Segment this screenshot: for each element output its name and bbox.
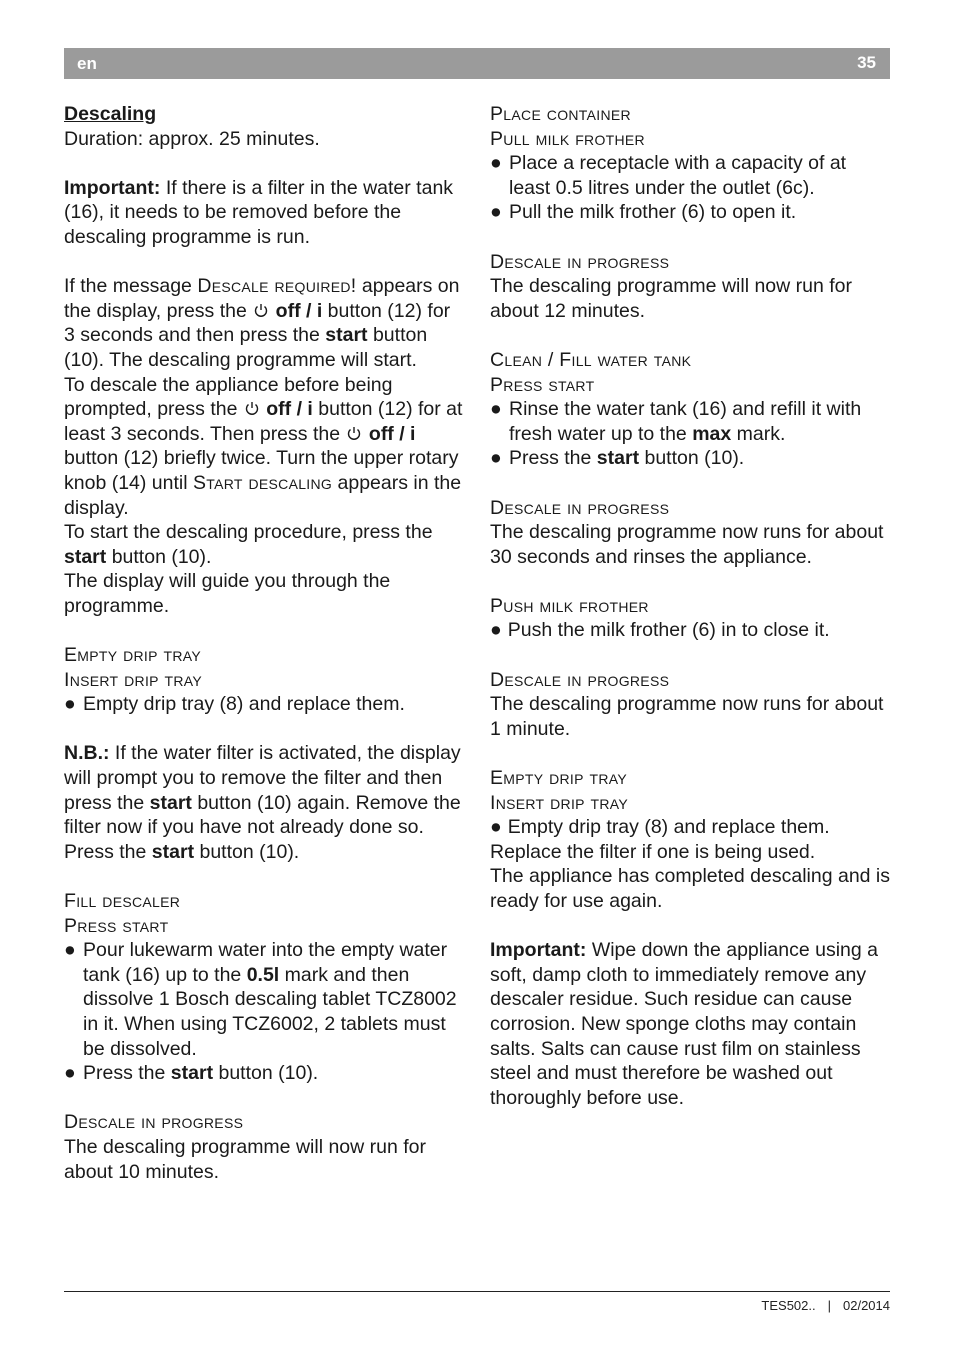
completed-text: The appliance has completed descaling and is ready for use again. [490,865,891,912]
display-message: Descale in progress [490,496,670,519]
list-item: ● Rinse the water tank (16) and refill it with fresh water up to the max mark. [490,398,862,445]
display-message: Pull milk frother [490,127,645,150]
power-symbol-icon [346,425,362,442]
list-item: ● Pull the milk frother (6) to open it. [490,201,797,224]
power-symbol-icon [244,400,260,417]
publication-date: 02/2014 [843,1298,890,1313]
display-message: Empty drip tray [64,644,201,667]
display-message: Clean / Fill water tank [490,348,692,371]
display-message: Descale required! [197,275,357,298]
duration-text: Duration: approx. 25 minutes. [64,127,320,150]
page-header-bar [64,48,890,79]
display-message: Descale in progress [64,1111,244,1134]
progress-text: The descaling programme now runs for about 30 seconds and rinses the appliance. [490,521,884,568]
progress-text: The descaling programme will now run for about 12 minutes. [490,275,852,322]
power-symbol-icon [253,302,269,319]
display-message: Descale in progress [490,250,670,273]
off-i-button-label: off / i [275,299,323,322]
list-item: ● Press the start button (10). [490,447,745,470]
start-procedure-paragraph: To start the descaling procedure, press the start button (10). [64,521,433,568]
display-message: Start descaling [193,471,333,494]
right-column [490,102,890,1110]
instruction-list [490,397,890,471]
prompted-descale-paragraph: To descale the appliance before being prompted, press the off / i button (12) for at least 3 seconds. Then press the off / i button (12) briefly twice. Turn the upper rotary knob (14) until Start descaling appears in the display. [64,373,463,519]
progress-text: The descaling programme now runs for about 1 minute. [490,693,884,740]
display-message: Press start [64,914,169,937]
nb-note: N.B.: If the water filter is activated, the display will prompt you to remove the filter and then press the start button (10) again. Remove the filter now if you have not already done so. Press the start button (10). [64,742,461,863]
list-item: ● Push the milk frother (6) in to close it. [490,619,830,642]
language-code: en [77,54,97,73]
descale-message-paragraph: If the message Descale required! appears on the display, press the off / i button (12) for 3 seconds and then press the start button (10). The descaling programme will start. [64,275,460,371]
list-item: ● Pour lukewarm water into the empty water tank (16) up to the 0.5l mark and then dissolve 1 Bosch descaling tablet TCZ8002 in it. When using TCZ6002, 2 tablets must be dissolved. [64,939,457,1060]
display-message: Press start [490,373,595,396]
list-item: ● Place a receptacle with a capacity of at least 0.5 litres under the outlet (6c). [490,152,847,199]
important-note: Important: If there is a filter in the water tank (16), it needs to be removed before the descaling programme is run. [64,176,454,248]
display-message: Place container [490,103,631,125]
display-message: Fill descaler [64,890,181,912]
instruction-list [490,815,890,840]
display-message: Descale in progress [490,668,670,691]
instruction-list [490,151,890,225]
display-message: Insert drip tray [490,791,628,814]
display-message: Empty drip tray [490,767,627,790]
display-message: Push milk frother [490,594,649,617]
display-message: Insert drip tray [64,668,202,691]
page-number: 35 [857,53,876,72]
instruction-list [490,618,890,643]
model-number: TES502.. [761,1298,816,1313]
list-item: ● Press the start button (10). [64,1062,319,1085]
important-note: Important: Wipe down the appliance using a soft, damp cloth to immediately remove any descaler residue. Such residue can cause corrosion. New sponge cloths may contain salts. Salts can cause rust film on stainless steel and must therefore be washed out thoroughly before use. [490,939,879,1109]
section-title: Descaling [64,103,157,125]
replace-filter-text: Replace the filter if one is being used. [490,840,816,863]
progress-text: The descaling programme will now run for about 10 minutes. [64,1135,426,1183]
page-footer [761,1298,890,1313]
footer-separator: | [827,1298,831,1313]
list-item: ● Empty drip tray (8) and replace them. [64,693,405,716]
left-column [64,102,466,1184]
instruction-list [64,692,466,717]
list-item: ● Empty drip tray (8) and replace them. [490,816,830,839]
footer-divider [64,1291,890,1292]
instruction-list [64,938,466,1086]
guide-text: The display will guide you through the programme. [64,570,391,617]
